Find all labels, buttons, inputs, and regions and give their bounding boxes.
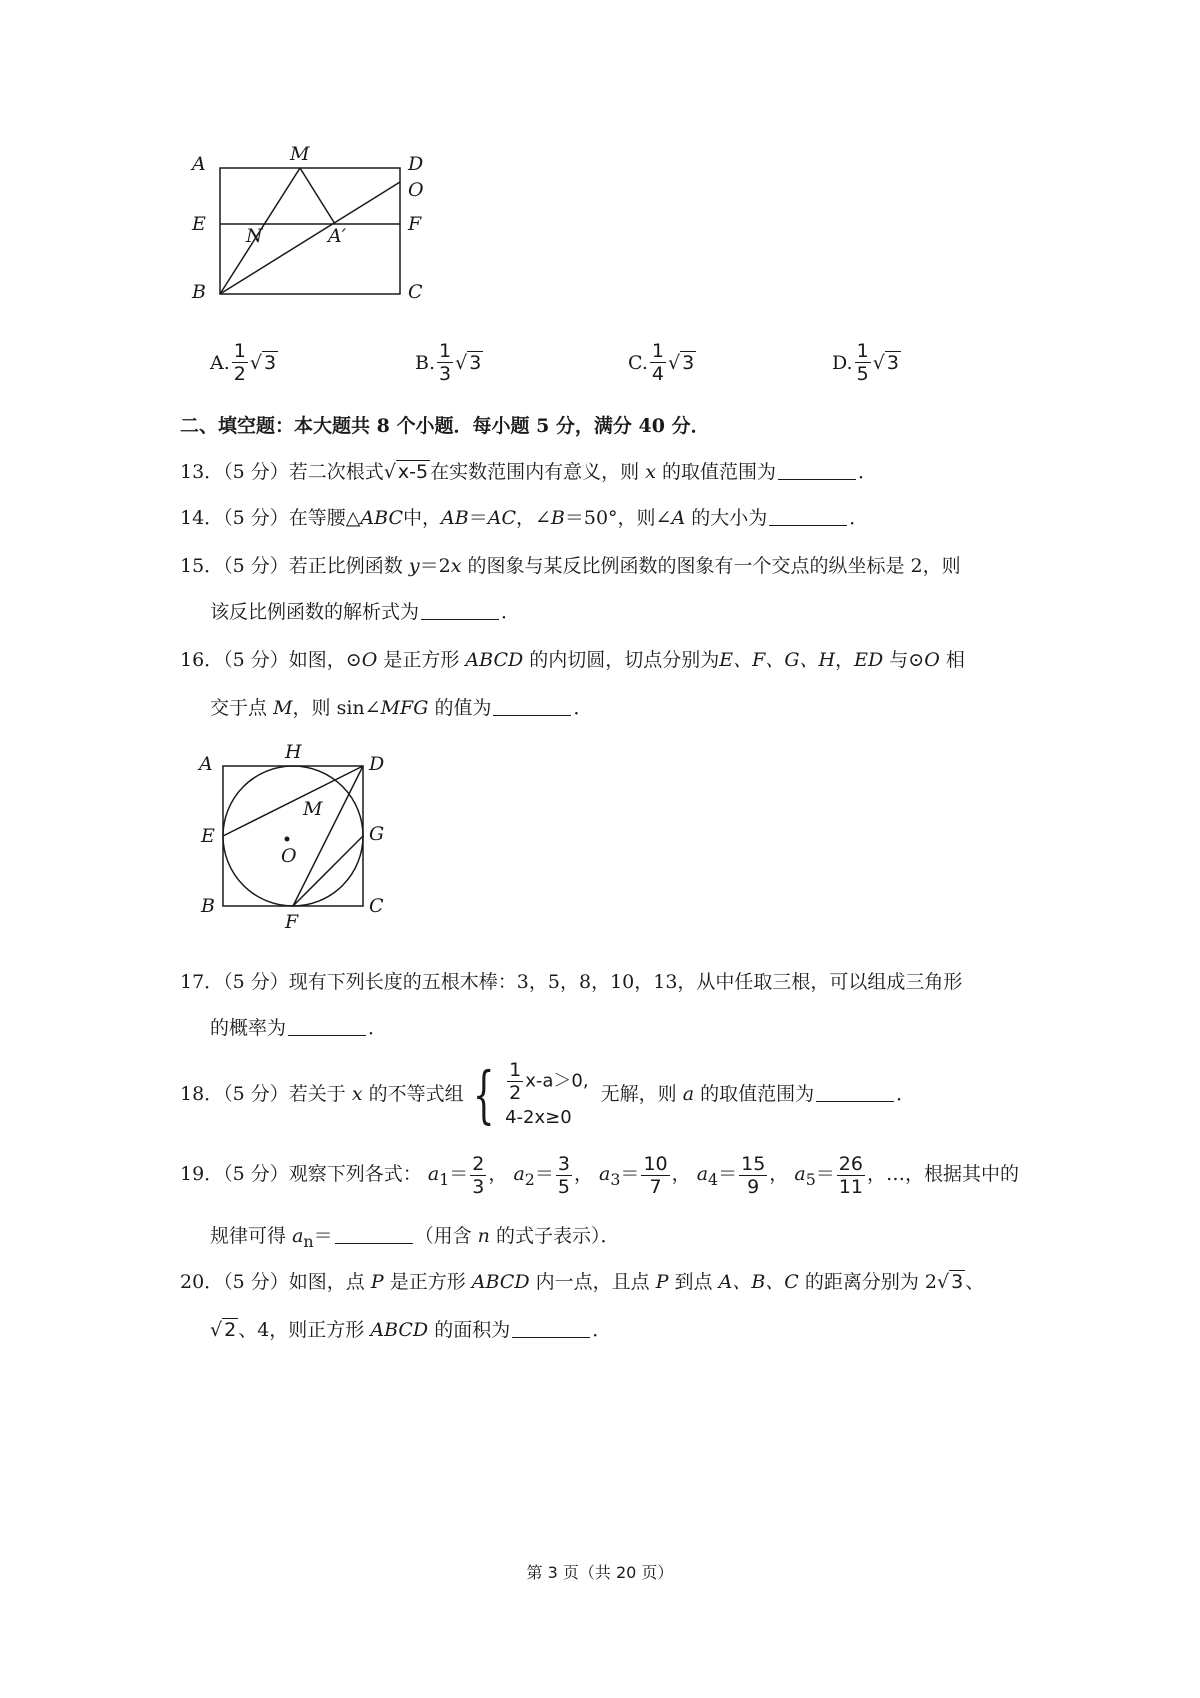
option-label: A. bbox=[210, 351, 230, 374]
question-13: 13．（5 分）若二次根式√ x-5 在实数范围内有意义，则 x 的取值范围为 ． bbox=[180, 458, 877, 486]
label-G: G bbox=[369, 823, 385, 845]
fraction: $\frac{1}{2}$ bbox=[233, 340, 246, 385]
label-A-prime: A′ bbox=[328, 225, 347, 247]
label-A: A bbox=[199, 753, 213, 775]
sequence-term-2: $a_2=$ $\frac{3}{5}$ ， bbox=[513, 1152, 593, 1198]
fraction: $\frac{1}{4}$ bbox=[651, 340, 664, 385]
label-H: H bbox=[285, 741, 302, 763]
option-a[interactable] bbox=[210, 340, 278, 385]
question-19-line2: 规律可得 $a_n=$ （用含 n 的式子表示）． bbox=[210, 1225, 620, 1251]
question-20-line1: 20．（5 分）如图，点 P 是正方形 ABCD 内一点，且点 P 到点 A、B、C 的距离分别为 2√ 3 、 bbox=[180, 1268, 984, 1296]
question-14: 14．（5 分）在等腰△ABC中，AB＝AC，∠B＝50°，则∠A 的大小为 ． bbox=[180, 507, 869, 529]
question-19-line1: 19．（5 分）观察下列各式： $a_1=$ $\frac{2}{3}$ ， $a_2=$ $\frac{3}{5}$ ， $a_3=$ $\frac{10}{7}$ ， $a_4=$ $\frac{15}{9}$ ， $a_5=$ $\frac{26}{11}$ ，…，根据其中的 bbox=[180, 1152, 1019, 1198]
figure-inscribed-circle bbox=[195, 740, 395, 940]
option-label: B. bbox=[415, 351, 436, 374]
label-N: N bbox=[246, 225, 263, 247]
sequence-term-4: $a_4=$ $\frac{15}{9}$ ， bbox=[696, 1152, 789, 1198]
sqrt: √ 3 bbox=[668, 351, 695, 374]
label-O: O bbox=[408, 179, 424, 201]
label-M: M bbox=[303, 798, 323, 820]
label-A: A bbox=[192, 153, 206, 175]
label-F: F bbox=[285, 911, 299, 933]
fraction: $\frac{1}{5}$ bbox=[856, 340, 869, 385]
section-heading: 二、填空题：本大题共 8 个小题．每小题 5 分，满分 40 分． bbox=[180, 415, 710, 437]
answer-blank[interactable] bbox=[493, 697, 571, 716]
label-F: F bbox=[408, 213, 422, 235]
option-b[interactable] bbox=[415, 340, 483, 385]
option-c[interactable] bbox=[628, 340, 696, 385]
label-C: C bbox=[408, 281, 423, 303]
sqrt: √ 3 bbox=[937, 1271, 964, 1293]
label-E: E bbox=[201, 825, 215, 847]
label-C: C bbox=[369, 895, 384, 917]
question-20-line2: √ 2 、4，则正方形 ABCD 的面积为 ． bbox=[210, 1316, 611, 1344]
answer-blank[interactable] bbox=[778, 461, 856, 480]
label-D: D bbox=[369, 753, 385, 775]
page-footer: 第 3 页（共 20 页） bbox=[526, 1563, 674, 1582]
question-16-line1: 16．（5 分）如图，⊙O 是正方形 ABCD 的内切圆，切点分别为E、F、G、H，ED 与⊙O 相 bbox=[180, 649, 965, 671]
question-16-line2: 交于点 M，则 sin∠MFG 的值为 ． bbox=[210, 697, 593, 719]
sqrt: √ 2 bbox=[210, 1319, 237, 1341]
answer-blank[interactable] bbox=[769, 507, 847, 526]
figure-rectangle-fold bbox=[180, 140, 440, 310]
sequence-term-5: $a_5=$ $\frac{26}{11}$ ， bbox=[794, 1152, 886, 1198]
answer-blank[interactable] bbox=[288, 1017, 366, 1036]
sequence-term-1: $a_1=$ $\frac{2}{3}$ ， bbox=[427, 1152, 508, 1198]
inequality-system: { $\frac{1}{2}$ x-a＞0, 4-2x≥0 bbox=[472, 1058, 589, 1131]
sqrt: √ x-5 bbox=[383, 461, 429, 483]
option-label: C. bbox=[628, 351, 648, 374]
fraction: $\frac{1}{3}$ bbox=[439, 340, 452, 385]
label-O: O bbox=[281, 845, 297, 867]
sqrt: √ 3 bbox=[249, 351, 277, 374]
answer-blank[interactable] bbox=[816, 1083, 894, 1102]
sqrt: √ 3 bbox=[455, 351, 482, 374]
label-M: M bbox=[290, 143, 310, 165]
option-d[interactable] bbox=[832, 340, 901, 385]
label-B: B bbox=[192, 281, 206, 303]
question-17-line1: 17．（5 分）现有下列长度的五根木棒：3，5，8，10，13，从中任取三根，可以组成三角形 bbox=[180, 971, 963, 993]
question-15-line2: 该反比例函数的解析式为 ． bbox=[210, 601, 521, 623]
label-B: B bbox=[201, 895, 215, 917]
answer-blank[interactable] bbox=[335, 1225, 413, 1244]
option-label: D. bbox=[832, 351, 853, 374]
sequence-term-3: $a_3=$ $\frac{10}{7}$ ， bbox=[599, 1152, 691, 1198]
question-15-line1: 15．（5 分）若正比例函数 y＝2x 的图象与某反比例函数的图象有一个交点的纵坐标是 2，则 bbox=[180, 555, 961, 577]
label-E: E bbox=[192, 213, 206, 235]
answer-blank[interactable] bbox=[512, 1319, 590, 1338]
question-18: 18．（5 分）若关于 x 的不等式组 { $\frac{1}{2}$ x-a＞0, 4-2x≥0 无解，则 a 的取值范围为 ． bbox=[180, 1058, 916, 1131]
label-D: D bbox=[408, 153, 424, 175]
question-17-line2: 的概率为 ． bbox=[210, 1017, 388, 1039]
sqrt: √ 3 bbox=[872, 351, 899, 374]
answer-blank[interactable] bbox=[421, 601, 499, 620]
